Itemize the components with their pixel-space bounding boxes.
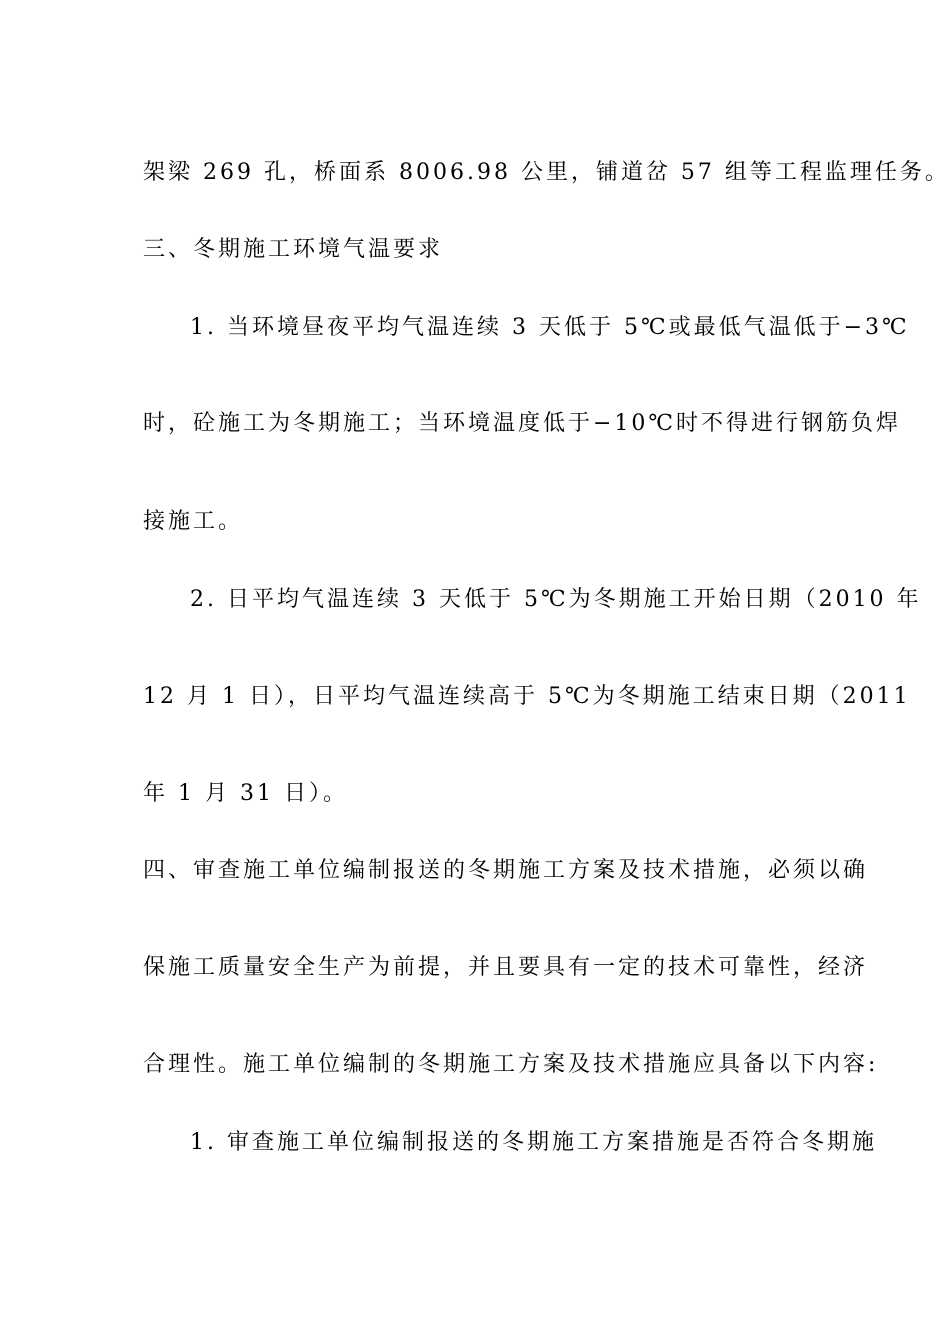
text-line: 年 1 月 31 日）。 [143, 781, 348, 806]
text-line: 12 月 1 日），日平均气温连续高于 5℃为冬期施工结束日期（2011 [143, 684, 911, 709]
text-line: 时，砼施工为冬期施工；当环境温度低于−10℃时不得进行钢筋负焊 [143, 411, 902, 436]
section-heading: 三、冬期施工环境气温要求 [143, 237, 444, 262]
list-item-text: 1. 当环境昼夜平均气温连续 3 天低于 5℃或最低气温低于−3℃ [190, 315, 910, 340]
list-item-text: 2. 日平均气温连续 3 天低于 5℃为冬期施工开始日期（2010 年 [190, 587, 922, 612]
list-item-text: 1. 审查施工单位编制报送的冬期施工方案措施是否符合冬期施 [190, 1130, 877, 1155]
text-line: 架梁 269 孔，桥面系 8006.98 公里，铺道岔 57 组等工程监理任务。 [143, 160, 950, 185]
text-line: 合理性。施工单位编制的冬期施工方案及技术措施应具备以下内容: [143, 1052, 879, 1077]
section-heading: 四、审查施工单位编制报送的冬期施工方案及技术措施，必须以确 [143, 858, 869, 883]
text-line: 接施工。 [143, 509, 244, 534]
text-line: 保施工质量安全生产为前提，并且要具有一定的技术可靠性，经济 [143, 955, 869, 980]
